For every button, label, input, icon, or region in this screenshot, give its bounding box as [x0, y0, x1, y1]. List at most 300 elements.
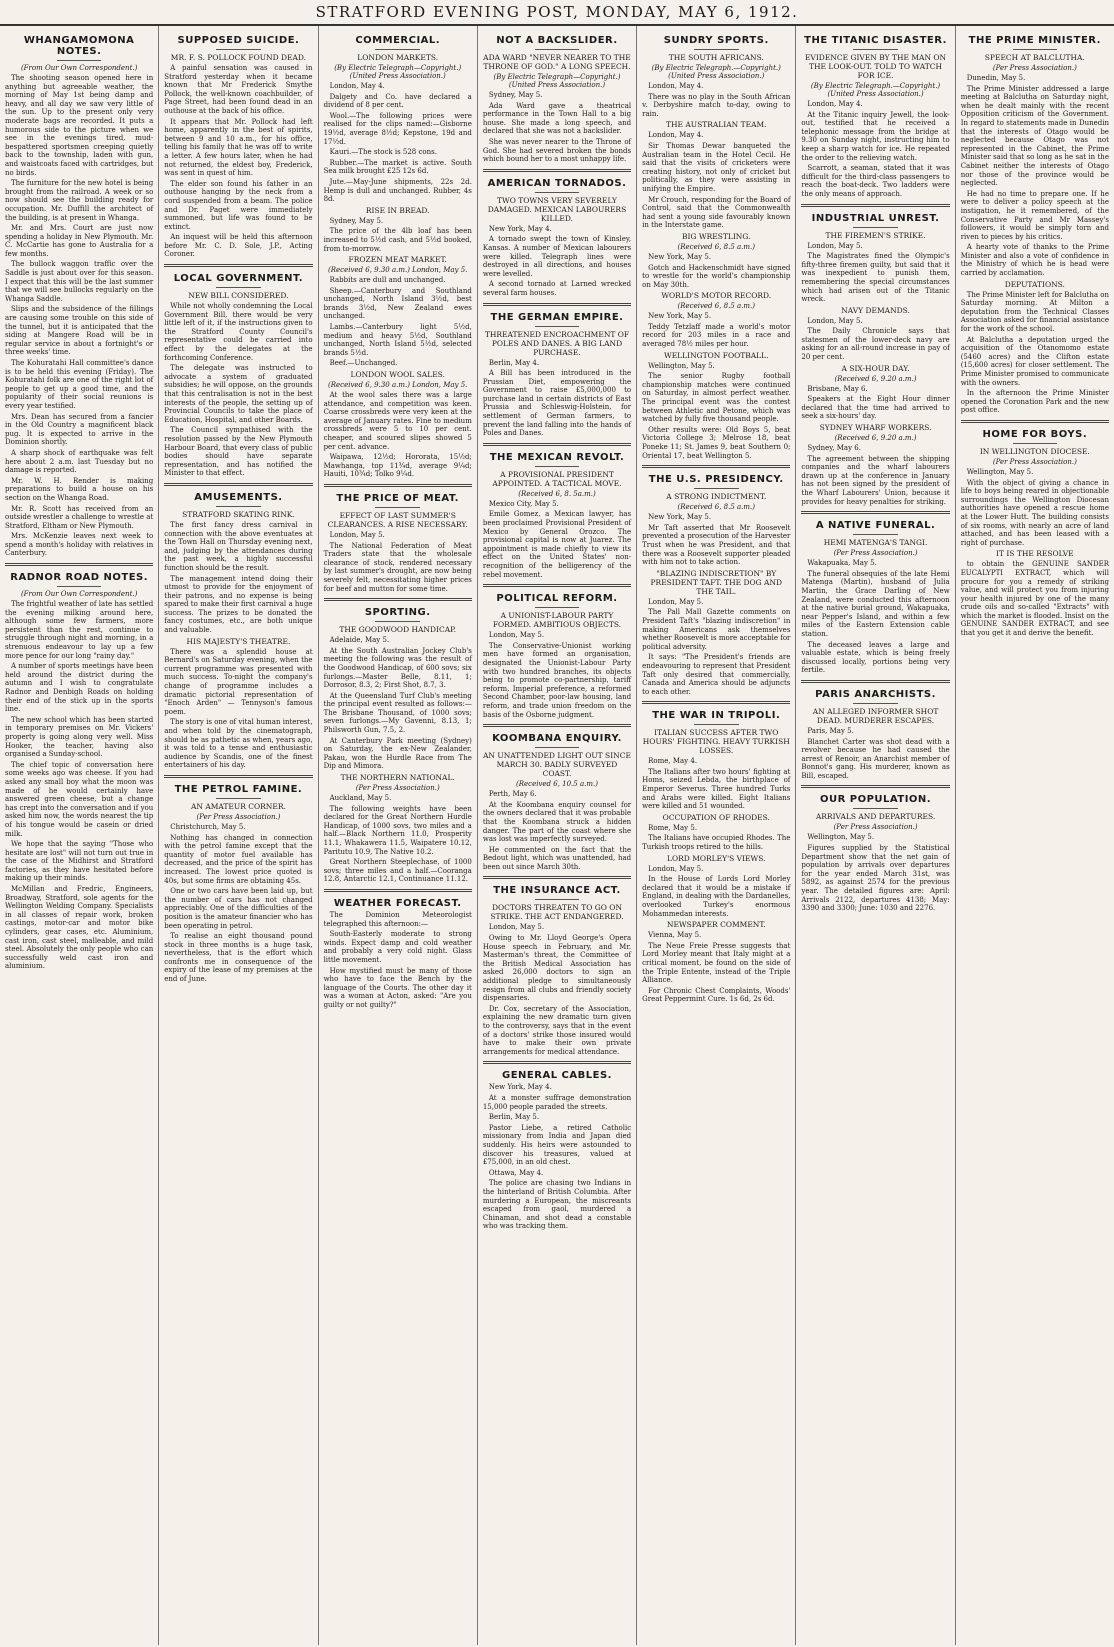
- paragraph: New York, May 4.: [488, 224, 552, 233]
- subhead: STRATFORD SKATING RINK.: [182, 509, 295, 519]
- paragraph: The Kohuratahi Hall committee's dance is to be held this evening (Friday). The Kohuratahi folk are one of the right lot of people to get up a good time, and the popularity of their social reunions is every year testified.: [5, 359, 154, 410]
- article: [483, 1061, 631, 1231]
- article-divider: [483, 584, 631, 587]
- paragraph: Berlin, May 4.: [488, 358, 540, 367]
- paragraph: To realise an eight thousand pound stock in three months is a huge task, nevertheless, that is the effort which confronts me in consequence of the expiry of the lease of my premises at the end of June.: [164, 932, 313, 984]
- paragraph: Dunedin, May 5.: [966, 74, 1026, 82]
- headline: LOCAL GOVERNMENT.: [173, 273, 304, 285]
- headline-rule: [1013, 443, 1057, 444]
- paragraph: Sheep.—Canterbury and Southland unchanged, North Island 3½d, best brands 3½d, New Zealand ewes unchanged.: [323, 286, 472, 321]
- paragraph: London, May 4.: [648, 131, 704, 140]
- article: [801, 35, 949, 199]
- paragraph: Teddy Tetzlaff made a world's motor record for 203 miles in a race and averaged 78½ miles per hour.: [642, 322, 791, 349]
- article: [483, 443, 631, 579]
- headline-rule: [216, 49, 260, 50]
- paragraph: The following weights have been declared for the Great Northern Hurdle Handicap, of 1000 sovs, two miles and a half.—Black Northern 11.0, Prosperity 11.1, Whakawera 11.5, Waipatere 10.12, Paritutu 10.9, The Native 10.2.: [323, 804, 472, 856]
- article: [5, 885, 153, 971]
- paragraph: The Italians after two hours' fighting at Homs, seized Lebda, the birthplace of Emperor Severus. Three hundred Turks and Arabs were killed. Eight Italians were killed and 51 wounded.: [642, 767, 791, 811]
- subhead: HIS MAJESTY'S THEATRE.: [186, 636, 291, 646]
- headline-rule: [853, 808, 897, 809]
- paragraph: Rabbits are dull and unchanged.: [329, 276, 446, 285]
- article: [642, 35, 790, 118]
- paragraph: The Dominion Meteorologist telegraphed this afternoon:—: [323, 910, 472, 928]
- headline: THE PRICE OF MEAT.: [336, 492, 459, 504]
- subhead: DOCTORS THREATEN TO GO ON STRIKE. THE ACT ENDANGERED.: [490, 903, 624, 922]
- paragraph: London, May 5.: [807, 241, 863, 250]
- headline: A NATIVE FUNERAL.: [815, 520, 936, 532]
- paragraph: Sydney, May 5.: [488, 91, 543, 99]
- paragraph: The frightful weather of late has settled the evening milking around here, although some few farmers, more persistent than the rest, continue to struggle through night and morning, in a strenuous endeavour to lay up a few more pence for our long "rainy day.": [5, 600, 154, 660]
- paragraph: The police are chasing two Indians in the hinterland of British Columbia. After murdering a European, the miscreants escaped from gaol, murdered a Chinaman, and shot dead a constable who was tracking them.: [482, 1179, 632, 1231]
- subhead: NEW BILL CONSIDERED.: [188, 291, 289, 301]
- paragraph: Mrs. Dean has secured from a fancier in the Old Country a magnificent black pug. It is expected to arrive in the Dominion shortly.: [5, 412, 154, 447]
- paragraph: The bullock waggon traffic over the Saddle is just about over for this season. I expect that this will be the last summer that we will see bullocks regularly on the Whanga Saddle.: [5, 260, 154, 303]
- headline: THE TITANIC DISASTER.: [804, 35, 947, 46]
- paragraph: A second tornado at Larned wrecked several farm houses.: [482, 280, 632, 297]
- column-7: [956, 26, 1114, 1645]
- headline: POLITICAL REFORM.: [496, 593, 618, 605]
- article: [961, 35, 1109, 278]
- article-divider: [642, 701, 790, 704]
- headline-rule: [535, 192, 579, 193]
- paragraph: Jute.—May-June shipments, 22s 2d. Hemp is dull and unchanged. Rubber, 4s 8d.: [323, 177, 472, 204]
- paragraph: London, May 5.: [648, 597, 704, 606]
- headline-rule: [694, 49, 738, 50]
- article-divider: [801, 785, 949, 788]
- headline: THE PRIME MINISTER.: [968, 35, 1101, 46]
- article: [642, 569, 790, 697]
- headline-rule: [853, 703, 897, 704]
- paragraph: A hearty vote of thanks to the Prime Minister and also a vote of confidence in the Ministry of which he is head were carried by acclamation.: [960, 243, 1109, 278]
- paragraph: The elder son found his father in an outhouse hanging by the neck from a cord suspended from a beam. The police and Dr. Paget were immediately summoned, but life was found to be extinct.: [164, 179, 313, 231]
- subhead: AN UNATTENDED LIGHT OUT SINCE MARCH 30. BADLY SURVEYED COAST.: [483, 751, 631, 779]
- paragraph: In the House of Lords Lord Morley declared that it would be a mistake if England, in dealing with the Dardanelles, overlooked Turkey's enormous Mohammedan interests.: [642, 875, 791, 918]
- headline: THE GERMAN EMPIRE.: [490, 311, 624, 323]
- headline-rule: [216, 287, 260, 288]
- paragraph: Scarrott, a seaman, stated that it was difficult for the third-class passengers to reach the boat-deck. Two ladders were the only means of approach.: [801, 164, 950, 198]
- headline-rule: [853, 534, 897, 535]
- paragraph: The new school which has been started in temporary premises on Mr. Vickers' property is going along very well. Miss Hooker, the teacher, having also organised a Sunday-school.: [5, 715, 154, 759]
- byline: (Received 6, 9.30 a.m.) London, May 5.: [328, 381, 468, 390]
- paragraph: Perth, May 6.: [488, 790, 537, 799]
- article: [642, 120, 790, 230]
- article-divider: [483, 303, 631, 306]
- subhead: HEMI MATENGA'S TANGI.: [823, 538, 928, 548]
- paragraph: Great Northern Steeplechase, of 1000 sovs; three miles and a half.—Cooranga 12.8, Antarctic 12.1, Continuance 11.12.: [323, 858, 472, 884]
- byline: (Per Press Association.): [992, 64, 1077, 72]
- paragraph: One or two cars have been laid up, but the number of cars has not changed appreciably. One of the difficulties of the position is the amateur financier who has been operating in petrol.: [164, 887, 313, 930]
- headline: SUPPOSED SUICIDE.: [177, 35, 300, 46]
- byline: (By Electric Telegraph.—Copyright.) (United Press Association.): [651, 64, 781, 80]
- subhead: IT IS THE RESOLVE: [996, 549, 1074, 559]
- byline: (By Electric Telegraph—Copyright.) (United Press Association.): [334, 64, 462, 80]
- article-divider: [961, 420, 1109, 423]
- article-divider: [324, 598, 472, 601]
- headline: SUNDRY SPORTS.: [663, 35, 769, 46]
- paragraph: A tornado swept the town of Kinsley, Kansas. A number of Mexican labourers were killed. Telegraph lines were destroyed in all directions, and houses were levelled.: [482, 235, 632, 278]
- paragraph: Speakers at the Eight Hour dinner declared that the time had arrived to seek a six-hours' day.: [801, 395, 950, 421]
- subhead: SYDNEY WHARF WORKERS.: [819, 423, 932, 433]
- paragraph: Mexico City, May 5.: [488, 499, 559, 508]
- paragraph: At the Koombana enquiry counsel for the owners declared that it was probable that the Koombana struck a hidden danger. The part of the coast where she was lost was imperfectly surveyed.: [482, 800, 632, 844]
- paragraph: Owing to Mr. Lloyd George's Opera House speech in February, and Mr. Masterman's threat, the Committee of the British Medical Association has asked 26,000 doctors to sign an additional pledge to simultaneously resign from all clubs and friendly society dispensaries.: [482, 934, 632, 1003]
- article-divider: [483, 1061, 631, 1064]
- paragraph: A sharp shock of earthquake was felt here about 2 a.m. last Tuesday but no damage is reported.: [5, 448, 154, 475]
- subhead: DEPUTATIONS.: [1004, 279, 1065, 289]
- paragraph: Wellington, May 5.: [807, 833, 875, 842]
- paragraph: How mystified must be many of those who have to face the Bench by the language of the Courts. The other day it was a woman at Acton, asked: "Are you guilty or not guilty?": [323, 966, 472, 1009]
- article: [164, 264, 312, 478]
- paragraph: The Daily Chronicle says that statesmen of the lower-deck navy are asking for an all-round increase in pay of 20 per cent.: [801, 327, 950, 362]
- headline-rule: [535, 326, 579, 327]
- subhead: SPEECH AT BALCLUTHA.: [984, 53, 1085, 62]
- paragraph: Sydney, May 6.: [807, 444, 861, 453]
- paragraph: Rubber.—The market is active. South Sea milk brought £25 12s 6d.: [323, 158, 472, 176]
- paragraph: Emile Gomez, a Mexican lawyer, has been proclaimed Provisional President of Mexico by General Orozco. The provisional capital is now at Juarez. The appointment is made chiefly to view its effect on the United States' non-recognition of the belligerency of the rebel movement.: [482, 510, 632, 579]
- byline: (Received 6, 8.5 a.m.): [677, 242, 756, 251]
- paragraph: Mr. W. H. Render is making preparations to build a house on his section on the Whanga Road.: [5, 476, 154, 502]
- subhead: WELLINGTON FOOTBALL.: [663, 350, 769, 360]
- subhead: WORLD'S MOTOR RECORD.: [661, 291, 772, 301]
- paragraph: The price of the 4lb loaf has been increased to 5½d cash, and 5½d booked, from to-morrow.: [323, 227, 472, 253]
- column-3: [319, 26, 478, 1645]
- subhead: A SIX-HOUR DAY.: [841, 363, 910, 373]
- paragraph: It says: "The President's friends are endeavouring to represent that President Taft only desired that commercially, Canada and America should be adjuncts to each other.: [642, 653, 791, 696]
- article-divider: [5, 563, 153, 566]
- paragraph: She was never nearer to the Throne of God. She had severed broken the bonds which bound her to a most unhappy life.: [482, 137, 632, 164]
- paragraph: The delegate was instructed to advocate a system of graduated subsidies; he will oppose, on the grounds that this centralisation is not in the best interests of the people, the setting up of Provincial Councils to take the place of Education, Hospital, and other Boards.: [164, 364, 313, 424]
- article: [5, 35, 153, 558]
- paragraph: Christchurch, May 5.: [170, 822, 246, 831]
- headline-rule: [1013, 49, 1057, 50]
- paragraph: A number of sports meetings have been held around the district during the autumn and I wish to congratulate Radnor and Denbigh Roads on holding their end of the stick up in the sports line.: [5, 662, 154, 714]
- paragraph: Gotch and Hackenschmidt have signed to wrestle for the world's championship on May 30th.: [642, 263, 791, 289]
- headline-rule: [535, 466, 579, 467]
- paragraph: The shooting season opened here in anything but agreeable weather, the morning of May 1st being damp and heavy, and all day we saw very little of the sun. Up to the present only very moderate bags are recorded. It puts a humorous side to the picture when we see in the evenings tired, mud-bespattered sportsmen creeping quietly back to the township, laden with gun, and waistcoats faced with cartridges, but no birds.: [5, 74, 154, 177]
- article: [324, 370, 472, 479]
- paragraph: Ottawa, May 4.: [488, 1168, 544, 1177]
- paragraph: Wool.—The following prices were realised for the clips named:—Gisborne 19½d, average 8½d; Kepstone, 19d and 17½d.: [323, 111, 472, 146]
- headline-rule: [216, 506, 260, 507]
- article: [961, 420, 1109, 547]
- headline: KOOMBANA ENQUIRY.: [492, 733, 622, 745]
- paragraph: At the wool sales there was a large attendance, and competition was keen. Coarse crossbreds were very keen at the average of January rates. Fine to medium crossbreds were 5 to 10 per cent. cheaper, and scoured slipes showed 5 per cent. advance.: [323, 391, 472, 451]
- paragraph: For Chronic Chest Complaints, Woods' Great Peppermint Cure. 1s 6d, 2s 6d.: [642, 986, 791, 1004]
- paragraph: Blanchet Carter was shot dead with a revolver because he had caused the arrest of Renoir, an Anarchist member of Bonnot's gang. His murderer, known as Bill, escaped.: [801, 737, 950, 780]
- paragraph: There was no play in the South African v. Derbyshire match to-day, owing to rain.: [642, 92, 791, 118]
- article-divider: [801, 511, 949, 514]
- headline: OUR POPULATION.: [819, 794, 932, 806]
- subhead: EFFECT OF LAST SUMMER'S CLEARANCES. A RISE NECESSARY.: [327, 510, 468, 529]
- paragraph: He commented on the fact that the Bedout light, which was unattended, had been out since March 30th.: [482, 845, 632, 871]
- paragraph: Wakapuaka, May 5.: [807, 559, 877, 568]
- article-divider: [483, 876, 631, 879]
- headline-rule: [853, 227, 897, 228]
- paragraph: Mr Taft asserted that Mr Roosevelt prevented a prosecution of the Harvester Trust when he was President, and that there was a Roosevelt supporter pleaded with him not to take action.: [642, 523, 791, 567]
- subhead: ARRIVALS AND DEPARTURES.: [815, 812, 936, 822]
- byline: (By Electric Telegraph.—Copyright.) (United Press Association.): [810, 82, 941, 98]
- headline-rule: [57, 586, 101, 587]
- article-divider: [801, 204, 949, 207]
- subhead: THE FIREMEN'S STRIKE.: [825, 230, 926, 240]
- article: [801, 306, 949, 362]
- headline-rule: [375, 507, 419, 508]
- article: [642, 813, 790, 852]
- paragraph: A painful sensation was caused in Stratford yesterday when it became known that Mr Frederick Smythe Pollock, the well-known coachbuilder, of Page Street, had been found dead in an outhouse at the back of his office.: [164, 64, 313, 115]
- article: [164, 637, 312, 770]
- paragraph: The Italians have occupied Rhodes. The Turkish troops retired to the hills.: [642, 834, 791, 852]
- byline: (Per Press Association.): [355, 784, 440, 793]
- byline: (Received 6, 9.20 a.m.): [834, 434, 917, 443]
- paragraph: Rome, May 5.: [648, 823, 698, 832]
- columns: [0, 26, 1114, 1645]
- paragraph: London, May 5.: [488, 631, 545, 640]
- headline: HOME FOR BOYS.: [982, 428, 1088, 440]
- subhead: EVIDENCE GIVEN BY THE MAN ON THE LOOK-OUT. TOLD TO WATCH FOR ICE.: [804, 53, 947, 80]
- paragraph: At Balclutha a deputation urged the acquisition of the Otanomomo estate (5460 acres) and the Clifton estate (15,600 acres) for closer settlement. The Prime Minister promised to communicate with the owners.: [960, 335, 1109, 387]
- headline: THE INSURANCE ACT.: [493, 885, 621, 897]
- article: [642, 987, 790, 1004]
- paragraph: Slips and the subsidence of the fillings are causing some trouble on this side of the tunnel, but it is anticipated that the siding at Mangere Road will be in regular service in about a fortnight's or three weeks' time.: [5, 305, 154, 357]
- paragraph: The Magistrates fined the Olympic's fifty-three firemen guilty, but said that it was inexpedient to punish them, remembering the special circumstances which had arisen out of the Titanic wreck.: [801, 252, 950, 304]
- paragraph: Sydney, May 5.: [329, 216, 384, 225]
- headline-rule: [694, 488, 738, 489]
- byline: (By Electric Telegraph—Copyright.) (United Press Association.): [493, 73, 621, 89]
- article: [483, 169, 631, 298]
- article: [801, 364, 949, 421]
- paragraph: New York, May 5.: [648, 312, 712, 321]
- paragraph: There was a splendid house at Bernard's on Saturday evening, when the current programme was presented with much success. To-night the company's change of programme includes a dramatic pictorial representation of "Enoch Arden" — Tennyson's famous poem.: [164, 647, 313, 716]
- paragraph: Vienna, May 5.: [648, 931, 702, 940]
- subhead: THE SOUTH AFRICANS.: [668, 53, 764, 62]
- article: [324, 484, 472, 593]
- subhead: OCCUPATION OF RHODES.: [662, 812, 770, 822]
- paragraph: The Neue Freie Presse suggests that Lord Morley meant that Italy might at a critical moment, be found on the side of the Triple Entente, instead of the Triple Alliance.: [642, 941, 791, 985]
- paragraph: Nothing has changed in connection with the petrol famine except that the quantity of motor fuel available has decreased, and the price of the spirit has increased. The lowest price quoted is 40s, but some firms are obtaining 45s.: [164, 833, 313, 885]
- headline: WHANGAMOMONA NOTES.: [23, 35, 135, 57]
- article: [961, 280, 1109, 415]
- paragraph: McMillan and Fredric, Engineers, Broadway, Stratford, sole agents for the Wellington Welding Company. Specialists in all classes of repair work, broken castings, motor-car and motor bike cylinders, gear cases, etc. Aluminium, cast iron, cast steel, malleable, and mild steel. Absolutely the only people who can successfully weld cast iron and aluminium.: [5, 885, 154, 971]
- article: [642, 291, 790, 348]
- subhead: "BLAZING INDISCRETION" BY PRESIDENT TAFT. THE DOG AND THE TAIL.: [650, 568, 783, 596]
- paragraph: Other results were: Old Boys 5, beat Victoria College 3; Melrose 18, beat Poneke 11; St. James 9, beat Southern 0; Oriental 17, beat Wellington 5.: [642, 425, 791, 460]
- byline: (Per Press Association.): [992, 457, 1077, 466]
- paragraph: While not wholly condemning the Local Government Bill, there would be very little left of it, if the instructions given to the Stratford County Council's representative could be carried into effect by the delegates at the forthcoming Conference.: [164, 302, 313, 362]
- headline-rule: [535, 49, 579, 50]
- paragraph: He had no time to prepare one. If he were to deliver a policy speech at the instigation, he it remembered, of the Conservative Party and Mr Massey's followers, it would be simply torn and riven to pieces by his critics.: [960, 189, 1109, 241]
- headline: GENERAL CABLES.: [502, 1070, 612, 1082]
- byline: (Per Press Association.): [833, 549, 918, 558]
- subhead: THE AUSTRALIAN TEAM.: [665, 120, 767, 130]
- article: [483, 35, 631, 164]
- article: [642, 854, 790, 919]
- article-divider: [642, 465, 790, 468]
- paragraph: It appears that Mr. Pollock had left home, apparently in the best of spirits, between 9 and 10 a.m., for his office, telling his family that he was off to write a letter. A few hours later, when he had not returned, the eldest boy, Frederick, was sent in quest of him.: [164, 117, 313, 178]
- subhead: TWO TOWNS VERY SEVERELY DAMAGED. MEXICAN LABOURERS KILLED.: [487, 195, 627, 223]
- byline: (From Our Own Correspondent.): [20, 590, 138, 599]
- subhead: ITALIAN SUCCESS AFTER TWO HOURS' FIGHTING. HEAVY TURKISH LOSSES.: [642, 728, 790, 756]
- subhead: LONDON MARKETS.: [357, 53, 439, 62]
- subhead: NAVY DEMANDS.: [841, 305, 910, 315]
- headline-rule: [57, 60, 101, 61]
- paragraph: The Prime Minister addressed a large meeting at Balclutha on Saturday night, when he dealt mainly with the recent Opposition criticism of the Government. In regard to statements made in Dunedin that the interests of Otago would be neglected because Otago was not represented in the Cabinet, the Prime Minister said that so long as he sat in the Cabinet neither the interests of Otago nor those of the province would be neglected.: [960, 84, 1109, 188]
- byline: (Received 6, 10.5 a.m.): [516, 780, 598, 789]
- headline: NOT A BACKSLIDER.: [496, 35, 618, 46]
- article: [324, 773, 472, 884]
- article-divider: [164, 264, 312, 267]
- paragraph: The first fancy dress carnival in connection with the above eventuates at the Town Hall on Thursday evening next, and, judging by the attendances during the past week, a highly successful function should be the result.: [164, 520, 313, 572]
- article: [483, 876, 631, 1056]
- article: [483, 724, 631, 871]
- subhead: A STRONG INDICTMENT.: [666, 492, 767, 502]
- headline: THE U.S. PRESIDENCY.: [648, 474, 784, 486]
- paragraph: At the Queensland Turf Club's meeting the principal event resulted as follows:— The Brisbane Thousand, of 1000 sovs; seven furlongs.—My Gavenni, 8.13, 1; Philsworth Gun, 7.5, 2.: [323, 691, 472, 735]
- paragraph: The furniture for the new hotel is being brought from the railroad. A week or so now should see the building ready for occupation. Mr. Duffill the architect of the building, is at present in Whanga.: [5, 179, 154, 222]
- byline: (Received 6, 8. 5a.m.): [518, 489, 596, 498]
- article: [483, 303, 631, 438]
- headline: RADNOR ROAD NOTES.: [10, 572, 149, 584]
- subhead: THREATENED ENCROACHMENT OF POLES AND DANES. A BIG LAND PURCHASE.: [484, 329, 630, 357]
- paragraph: Sir Thomas Dewar banqueted the Australian team in the Hotel Cecil. He said that the visits of cricketers were creating history, not only of cricket but politically, as they were assisting in unifying the Empire.: [642, 141, 791, 193]
- article: [324, 889, 472, 1010]
- paragraph: The Prime Minister left for Balclutha on Saturday morning. At Milton a deputation from the Technical Classes Association asked for financial assistance for the work of the school.: [960, 290, 1109, 334]
- paragraph: The chief topic of conversation here some weeks ago was cheese. If you had asked any small boy what the moon was made of he would certainly have answered green cheese, but a change has crept into the conversation and if you asked him now, the words nearest the tip of his tongue would be casein or dried milk.: [5, 760, 154, 838]
- paragraph: Figures supplied by the Statistical Department show that the net gain of population by arrivals over departures for the year ended March 31st, was 5892, as against 2574 for the previous year. The detailed figures are: April: Arrivals 2122, departures 4138; May: 3390 and 3300; June: 1030 and 2276.: [801, 844, 950, 913]
- column-4: [478, 26, 637, 1645]
- paragraph: Auckland, May 5.: [329, 794, 392, 803]
- paragraph: Mrs. McKenzie leaves next week to spend a month's holiday with relatives in Canterbury.: [5, 532, 154, 558]
- paragraph: Paris, May 5.: [807, 726, 854, 735]
- paragraph: In the afternoon the Prime Minister opened the Coronation Park and the new post office.: [960, 389, 1109, 415]
- paragraph: Berlin, May 5.: [488, 1113, 540, 1122]
- byline: (Received 6, 8.5 a.m.): [677, 302, 756, 311]
- paragraph: With the object of giving a chance in life to boys being reared in objectionable surroundings the Wellington Diocesan authorities have opened a rescue home at the Lower Hutt. The building consists of six rooms, with nearly an acre of land attached, and has been leased with a right of purchase.: [960, 478, 1109, 547]
- paragraph: Dr. Cox, secretary of the Association, explaining the new dramatic turn given to the controversy, says that in the event of a doctors' strike those insured would have to make their own private arrangements for medical attendance.: [482, 1004, 632, 1056]
- byline: (Received 6, 9.20 a.m.): [834, 374, 917, 383]
- subhead: AN ALLEGED INFORMER SHOT DEAD. MURDERER ESCAPES.: [812, 706, 939, 725]
- paragraph: Mr. and Mrs. Court are just now spending a holiday in New Plymouth. Mr. C. McCartie has gone to Australia for a few months.: [5, 224, 154, 258]
- column-1: [0, 26, 159, 1645]
- headline: INDUSTRIAL UNREST.: [811, 212, 940, 224]
- article: [961, 549, 1109, 637]
- masthead: STRATFORD EVENING POST, MONDAY, MAY 6, 1912.: [0, 0, 1114, 26]
- article-divider: [483, 443, 631, 446]
- paragraph: Dalgety and Co. have declared a dividend of 8 per cent.: [323, 92, 472, 110]
- article: [801, 511, 949, 675]
- subhead: BIG WRESTLING.: [682, 231, 751, 241]
- paragraph: A Bill has been introduced in the Prussian Diet, empowering the Government to raise £5,000,000 to purchase land in certain districts of East Prussia and Schleswig-Holstein, for settlement of German farmers, to prevent the land falling into the hands of Poles and Danes.: [482, 369, 632, 438]
- subhead: LORD MORLEY'S VIEWS.: [667, 853, 766, 863]
- paragraph: Mr. R. Scott has received from an outside wrestler a challenge to wrestle at Stratford, Eltham or New Plymouth.: [5, 504, 154, 530]
- subhead: A UNIONIST-LABOUR PARTY FORMED. AMBITIOUS OBJECTS.: [492, 611, 622, 630]
- headline: SPORTING.: [364, 607, 431, 619]
- article: [324, 255, 472, 368]
- paragraph: New York, May 5.: [648, 513, 712, 522]
- paragraph: to obtain the GENUINE SANDER EUCALYPTI EXTRACT, which will procure for you a remedy of striking value, and will protect you from injuring your health injured by one of the many crude oils and so-called "Extracts" with which the market is flooded. Insist on the GENUINE SANDER EXTRACT, and see that you get it and derive the benefit.: [960, 560, 1109, 638]
- paragraph: The Council sympathised with the resolution passed by the New Plymouth Harbour Board, that every class of public bodies should have separate representation, and has notified the Minister to that effect.: [164, 426, 313, 478]
- headline-rule: [216, 798, 260, 799]
- paragraph: Waipawa, 12½d; Hororata, 15½d; Mawhanga, top 11¾d, average 9¼d; Hauiti, 10¾d; Tolko 9¼d.: [323, 453, 472, 479]
- article-divider: [324, 484, 472, 487]
- column-2: [159, 26, 318, 1645]
- headline: PARIS ANARCHISTS.: [815, 688, 936, 700]
- paragraph: The senior Rugby football championship matches were continued on Saturday, in almost perfect weather. The principal event was the contest between Athletic and Petone, which was watched by fully five thousand people.: [642, 372, 791, 424]
- article-divider: [483, 724, 631, 727]
- article-divider: [164, 775, 312, 778]
- paragraph: New York, May 4.: [488, 1083, 552, 1092]
- byline: (Received 6, 8.5 a.m.): [677, 503, 756, 512]
- article-divider: [483, 169, 631, 172]
- paragraph: The funeral obsequies of the late Hemi Matenga (Martin), husband of Julia Martin, the Grace Darling of New Zealand, were conducted this afternoon at the native burial ground, Wakapuaka, near Pepper's Island, and within a few miles of the Eastern Extension cable station.: [801, 569, 950, 638]
- subhead: ADA WARD "NEVER NEARER TO THE THRONE OF GOD." A LONG SPEECH.: [483, 53, 631, 71]
- subhead: THE NORTHERN NATIONAL.: [340, 773, 455, 783]
- headline-rule: [375, 621, 419, 622]
- paragraph: Brisbane, May 6.: [807, 384, 868, 393]
- article: [801, 204, 949, 304]
- subhead: NEWSPAPER COMMENT.: [666, 920, 766, 930]
- paragraph: The story is one of vital human interest, and when told by the cinematograph, should be as pathetic as when, years ago, it was told to a tense and enthusiastic audience by Scandis, one of the finest entertainers of his day.: [164, 718, 313, 770]
- paragraph: London, May 5.: [488, 923, 545, 932]
- paragraph: An inquest will be held this afternoon before Mr. C. D. Sole, J.P., Acting Coroner.: [164, 233, 313, 259]
- article: [642, 232, 790, 289]
- article: [801, 423, 949, 506]
- article: [164, 483, 312, 635]
- article: [642, 701, 790, 811]
- paragraph: Wellington, May 5.: [966, 467, 1034, 476]
- headline: THE MEXICAN REVOLT.: [489, 451, 625, 463]
- byline: (Per Press Association.): [196, 812, 281, 821]
- paragraph: The agreement between the shipping companies and the wharf labourers drawn up at the conference in January has not been signed by the president of the Wharf Labourers' Union, because it provides for heavy penalties for striking.: [801, 454, 950, 506]
- article: [801, 785, 949, 912]
- headline: COMMERCIAL.: [355, 35, 441, 46]
- paragraph: Lambs.—Canterbury light 5½d, medium and heavy 5½d, Southland unchanged, North Island 5½d, selected brands 5½d.: [323, 323, 472, 357]
- article: [324, 206, 472, 253]
- paragraph: London, May 5.: [807, 316, 863, 325]
- paragraph: London, May 5.: [648, 864, 704, 873]
- paragraph: London, May 4.: [807, 100, 863, 108]
- subhead: LONDON WOOL SALES.: [350, 370, 445, 380]
- paragraph: At the South Australian Jockey Club's meeting the following was the result of the Goodwood Handicap, of 600 sovs; six furlongs.—Master Belle, 8.11, 1; Dorrosor, 8.3, 2; First Shot, 8.7, 3.: [323, 646, 472, 690]
- paragraph: South-Easterly moderate to strong winds. Expect damp and cold weather and probably a very cold night. Glass little movement.: [323, 930, 472, 964]
- byline: (Per Press Association.): [833, 823, 918, 832]
- article-divider: [801, 680, 949, 683]
- article: [5, 563, 153, 883]
- headline-rule: [535, 607, 579, 608]
- paragraph: London, May 5.: [329, 530, 385, 539]
- subhead: AN AMATEUR CORNER.: [190, 801, 286, 811]
- byline: (From Our Own Correspondent.): [20, 64, 138, 72]
- subhead: FROZEN MEAT MARKET.: [348, 255, 447, 265]
- article: [642, 920, 790, 985]
- column-6: [796, 26, 955, 1645]
- headline: AMERICAN TORNADOS.: [487, 177, 627, 189]
- paragraph: Adelaide, May 5.: [329, 636, 390, 645]
- paragraph: The deceased leaves a large and valuable estate, which is being freely discussed locally, portions being very fertile.: [801, 640, 950, 675]
- article: [642, 351, 790, 461]
- headline: AMUSEMENTS.: [194, 491, 283, 503]
- paragraph: New York, May 5.: [648, 252, 712, 261]
- paragraph: Ada Ward gave a theatrical performance in the Town Hall to a big house. She made a long speech, and declared that she was not a backslider.: [482, 101, 632, 136]
- headline-rule: [535, 747, 579, 748]
- subhead: IN WELLINGTON DIOCESE.: [979, 446, 1090, 456]
- byline: (Received 6, 9.30 a.m.) London, May 5.: [328, 266, 468, 275]
- paragraph: Beef.—Unchanged.: [329, 359, 398, 368]
- paragraph: At Canterbury Park meeting (Sydney) on Saturday, the ex-New Zealander, Pakau, won the Hurdle Race from The Dip and Mimora.: [323, 736, 472, 771]
- paragraph: London, May 4.: [329, 82, 385, 90]
- paragraph: Mr Crouch, responding for the Board of Control, said that the Commonwealth had sent a young side favourably known in the Interstate game.: [642, 195, 791, 230]
- article: [642, 465, 790, 567]
- paragraph: Kauri.—The stock is 528 cons.: [329, 148, 437, 157]
